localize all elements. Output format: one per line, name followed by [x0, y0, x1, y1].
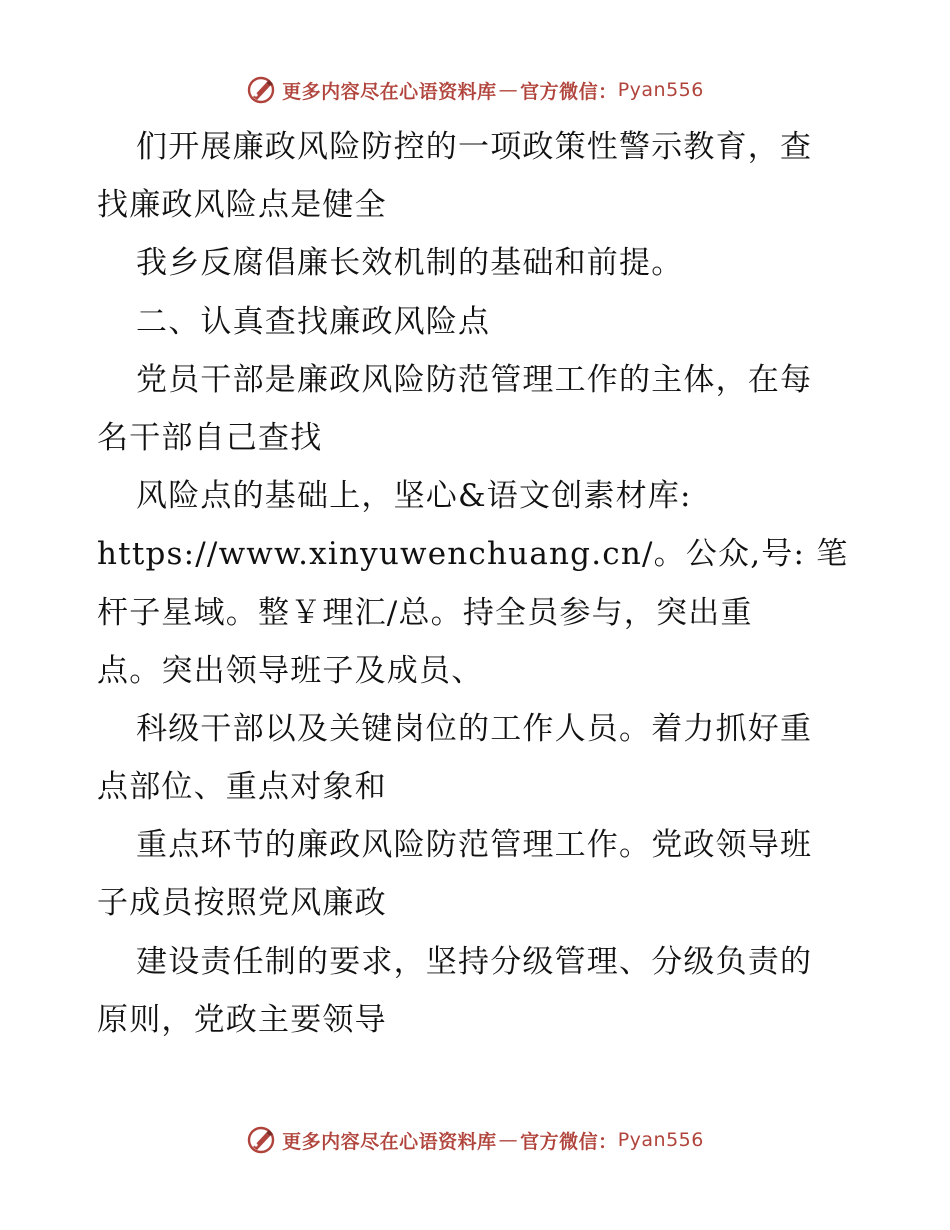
- text-line: 杆子星域。整￥理汇/总。持全员参与，突出重: [97, 594, 753, 631]
- text-line: 我乡反腐倡廉长效机制的基础和前提。: [136, 245, 684, 282]
- text-line: 党员干部是廉政风险防范管理工作的主体，在每: [136, 361, 813, 398]
- header-watermark: [0, 70, 950, 110]
- watermark-site-name: 更多内容尽在心语资料库: [282, 1130, 497, 1153]
- text-line: 原则，党政主要领导: [97, 1001, 387, 1038]
- text-line: 名干部自己查找: [97, 419, 323, 456]
- watermark-wechat-id: Pyan556: [617, 79, 704, 101]
- watermark-wechat-id: Pyan556: [617, 1129, 704, 1151]
- footer-watermark: [0, 1120, 950, 1160]
- text-line: 找廉政风险点是健全: [97, 187, 387, 224]
- text-line: 点部位、重点对象和: [97, 769, 387, 806]
- text-line: 科级干部以及关键岗位的工作人员。着力抓好重: [136, 710, 813, 747]
- text-line: 风险点的基础上，坚心&语文创素材库:: [136, 478, 692, 515]
- pen-logo-icon: [246, 1125, 276, 1155]
- text-line: https://www.xinyuwenchuang.cn/。公众,号: 笔: [97, 536, 849, 573]
- text-line: 们开展廉政风险防控的一项政策性警示教育，查: [136, 129, 813, 165]
- watermark-site-name: 更多内容尽在心语资料库: [282, 80, 497, 103]
- text-line: 建设责任制的要求，坚持分级管理、分级负责的: [136, 943, 813, 980]
- watermark-wechat-label: 官方微信：: [520, 1130, 618, 1153]
- watermark-dash: —: [498, 1129, 519, 1151]
- watermark-wechat-label: 官方微信：: [520, 80, 618, 103]
- watermark-dash: —: [498, 79, 519, 101]
- pen-logo-icon: [246, 75, 276, 105]
- text-line: 子成员按照党风廉政: [97, 885, 387, 922]
- text-line: 二、认真查找廉政风险点: [136, 303, 491, 340]
- document-body: [97, 118, 857, 1049]
- text-line: 重点环节的廉政风险防范管理工作。党政领导班: [136, 827, 813, 864]
- text-line: 点。突出领导班子及成员、: [97, 652, 484, 689]
